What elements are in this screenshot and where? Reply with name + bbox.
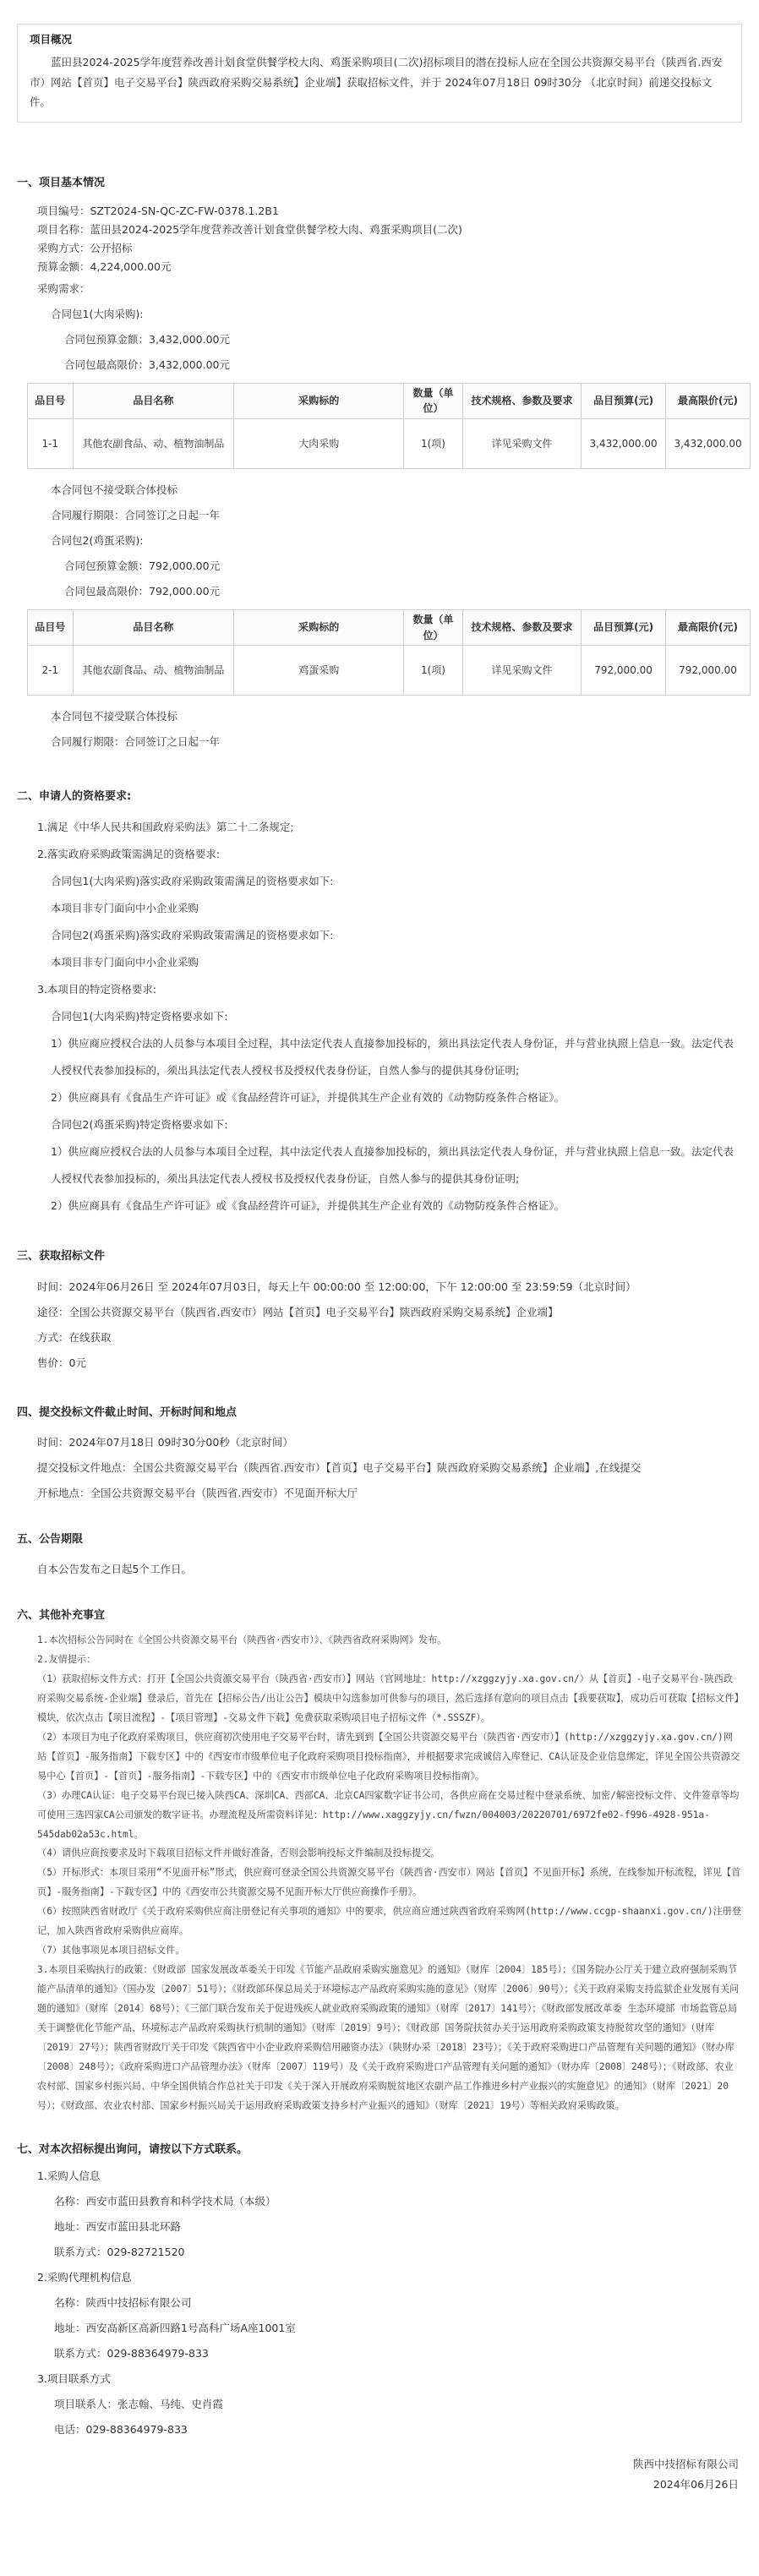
table-cell: 2-1 <box>28 646 74 696</box>
qualification-line: 1.满足《中华人民共和国政府采购法》第二十二条规定; <box>37 821 294 834</box>
obtain-price: 售价：0元 <box>37 1356 86 1369</box>
section-title: 五、公告期限 <box>17 1532 84 1546</box>
lot2-name: 合同包2(鸡蛋采购): <box>51 534 144 548</box>
section-title: 一、项目基本情况 <box>17 176 106 189</box>
table-cell: 详见采购文件 <box>462 419 581 469</box>
table-cell: 3,432,000.00 <box>582 419 666 469</box>
table-header: 技术规格、参数及要求 <box>462 383 581 418</box>
lot2-budget: 合同包预算金额：792,000.00元 <box>64 559 221 573</box>
lot1-table <box>27 383 751 469</box>
table-header: 品目预算(元) <box>582 383 666 418</box>
qualification-line: 1）供应商应授权合法的人员参与本项目全过程，其中法定代表人直接参加投标的，须出具法定代表人身份证，并与营业执照上信息一致。法定代表人授权代表参加投标的，须出具法定代表人授权书及授权代表身份证，自然人参与的提供其身份证明; <box>51 1145 734 1186</box>
table-cell: 1(项) <box>404 419 463 469</box>
table-header: 品目号 <box>28 383 74 418</box>
obtain-channel: 途径：全国公共资源交易平台（陕西省.西安市）网站【首页】电子交易平台】陕西政府采购交易系统】企业端】 <box>37 1305 559 1318</box>
project-overview-box <box>17 24 742 123</box>
table-row <box>28 646 751 696</box>
lot1-max-price: 合同包最高限价：3,432,000.00元 <box>64 357 230 371</box>
table-row <box>28 419 751 469</box>
table-header: 品目名称 <box>73 610 234 646</box>
agency-address: 地址：西安高新区高新四路1号高科广场A座1001室 <box>54 2321 296 2334</box>
agency-title: 2.采购代理机构信息 <box>37 2270 132 2284</box>
other-line: （2）本项目为电子化政府采购项目，供应商初次使用电子交易平台时，请先到到【全国公共资源交易平台（陕西省·西安市）】(http://xzggzyjy.xa.gov.cn/)网站【首页】-服务指南】下载专区】中的《西安市市级单位电子化政府采购项目投标指南》，并根据要求完成诚信入库登记、CA认证及企业信息绑定，详见全国公共资源交易中心【首页】-【首页】-服务指南】-下载专区】中的《西安市市级单位电子化政府采购项目投标指南》。 <box>37 1731 740 1782</box>
table-header: 技术规格、参数及要求 <box>462 610 581 646</box>
budget-amount: 预算金额：4,224,000.00元 <box>37 259 172 273</box>
notice-period-text: 自本公告发布之日起5个工作日。 <box>37 1562 192 1575</box>
procurement-needs-label: 采购需求： <box>37 281 90 295</box>
section-title: 七、对本次招标提出询问，请按以下方式联系。 <box>17 2142 248 2156</box>
table-cell: 详见采购文件 <box>462 646 581 696</box>
table-header: 数量（单位） <box>404 610 463 646</box>
qualification-line: 2）供应商具有《食品生产许可证》或《食品经营许可证》，并提供其生产企业有效的《动物防疫条件合格证》。 <box>51 1199 565 1213</box>
deadline-time: 时间：2024年07月18日 09时30分00秒（北京时间） <box>37 1435 293 1449</box>
table-header: 采购标的 <box>234 383 404 418</box>
qualification-line: 合同包1(大肉采购)特定资格要求如下: <box>51 1010 228 1023</box>
table-header: 数量（单位） <box>404 383 463 418</box>
other-line: （7）其他事项见本项目招标文件。 <box>37 1945 185 1957</box>
lot1-contract-period: 合同履行期限：合同签订之日起一年 <box>51 509 221 522</box>
lot1-budget: 合同包预算金额：3,432,000.00元 <box>64 332 230 346</box>
other-line: （3）办理CA认证：电子交易平台现已接入陕西CA、深圳CA、西部CA、北京CA四家数字证书公司，各供应商在交易过程中登录系统、加密/解密投标文件、文件签章等均可使用三选四家CA公司颁发的数字证书。办理流程及所需资料详见：http://www.xaggzyjy.cn/fwzn/004003/20220701/6972fe02-f996-4928-951a-545dab02a53c.html。 <box>37 1789 740 1840</box>
section-qualifications <box>17 789 742 1220</box>
buyer-name: 名称：西安市蓝田县教育和科学技术局（本级） <box>54 2194 276 2208</box>
table-cell: 其他农副食品、动、植物油制品 <box>73 646 234 696</box>
table-header: 品目号 <box>28 610 74 646</box>
lot2-table <box>27 609 751 696</box>
agency-name: 名称：陕西中技招标有限公司 <box>54 2295 192 2309</box>
section-title: 四、提交投标文件截止时间、开标时间和地点 <box>17 1405 238 1419</box>
table-header: 最高限价(元) <box>666 610 751 646</box>
obtain-time: 时间：2024年06月26日 至 2024年07月03日，每天上午 00:00:00 至 12:00:00，下午 12:00:00 至 23:59:59（北京时间） <box>37 1280 636 1293</box>
section-basic-info <box>17 175 742 756</box>
section-title: 六、其他补充事宜 <box>17 1608 106 1622</box>
qualification-line: 合同包2(鸡蛋采购)落实政府采购政策需满足的资格要求如下: <box>51 929 334 942</box>
signature-block <box>17 2454 742 2495</box>
announcement-page <box>0 24 759 2576</box>
section-title: 三、获取招标文件 <box>17 1250 106 1263</box>
contact-phone: 电话：029-88364979-833 <box>54 2422 188 2436</box>
qualification-line: 1）供应商应授权合法的人员参与本项目全过程，其中法定代表人直接参加投标的，须出具法定代表人身份证，并与营业执照上信息一致。法定代表人授权代表参加投标的，须出具法定代表人授权书及授权代表身份证，自然人参与的提供其身份证明; <box>51 1037 734 1078</box>
other-line: （5）开标形式：本项目采用“不见面开标”形式，供应商可登录全国公共资源交易平台（陕西省·西安市）网站【首页】不见面开标】系统，在线参加开标流程，详见【首页】-服务指南】-下载专区】中的《西安市公共资源交易不见面开标大厅供应商操作手册》。 <box>37 1867 741 1898</box>
table-header: 最高限价(元) <box>666 383 751 418</box>
table-cell: 其他农副食品、动、植物油制品 <box>73 419 234 469</box>
section-obtain-documents <box>17 1248 742 1375</box>
obtain-way: 方式：在线获取 <box>37 1330 112 1344</box>
table-header-row <box>28 383 751 418</box>
other-line: 2.友情提示： <box>37 1653 96 1665</box>
table-cell: 3,432,000.00 <box>666 419 751 469</box>
section-notice-period <box>17 1531 742 1582</box>
table-header-row <box>28 610 751 646</box>
qualification-line: 2）供应商具有《食品生产许可证》或《食品经营许可证》，并提供其生产企业有效的《动物防疫条件合格证》。 <box>51 1091 565 1105</box>
qualification-line: 本项目非专门面向中小企业采购 <box>51 902 199 915</box>
table-header: 品目名称 <box>73 383 234 418</box>
table-header: 采购标的 <box>234 610 404 646</box>
section-title: 二、申请人的资格要求: <box>17 790 132 804</box>
agency-phone: 联系方式：029-88364979-833 <box>54 2346 209 2360</box>
contact-people: 项目联系人：张志翰、马纯、史肖霞 <box>54 2397 224 2410</box>
signature-org: 陕西中技招标有限公司 <box>632 2457 739 2470</box>
table-cell: 1(项) <box>404 646 463 696</box>
lot2-consortium-note: 本合同包不接受联合体投标 <box>51 710 178 723</box>
qualification-line: 合同包1(大肉采购)落实政府采购政策需满足的资格要求如下: <box>51 875 334 888</box>
table-header: 品目预算(元) <box>582 610 666 646</box>
opening-place: 开标地点：全国公共资源交易平台（陕西省.西安市）不见面开标大厅 <box>37 1486 358 1499</box>
buyer-address: 地址：西安市蓝田县北环路 <box>54 2219 182 2233</box>
table-cell: 1-1 <box>28 419 74 469</box>
table-cell: 大肉采购 <box>234 419 404 469</box>
other-line: 3.本项目采购执行的政策：《财政部 国家发展改革委关于印发《节能产品政府采购实施意见》的通知》（财库〔2004〕185号）；《国务院办公厅关于建立政府强制采购节能产品清单的通知》（国办发〔2007〕51号）；《财政部环保总局关于环境标志产品政府采购实施的意见》（财库〔2006〕90号）；《关于政府采购支持监狱企业发展有关问题的通知》（财库〔2014〕68号）；《三部门联合发布关于促进残疾人就业政府采购政策的通知》（财库〔2017〕141号）；《财政部发展改革委 生态环境部 市场监管总局关于调整优化节能产品、环境标志产品政府采购执行机制的通知》（财库〔2019〕9号）；《财政部 国务院扶贫办关于运用政府采购政策支持脱贫攻坚的通知》（财库〔2019〕27号）；陕西省财政厅关于印发《陕西省中小企业政府采购信用融资办法》（陕财办采〔2018〕23号）；《关于政府采购进口产品管理有关问题的通知》（财办库〔2008〕248号）；《政府采购进口产品管理办法》（财库〔2007〕119号）及《关于政府采购进口产品管理有关问题的通知》（财办库〔2008〕248号）；《财政部、农业农村部、国家乡村振兴局、中华全国供销合作总社关于印发《关于深入开展政府采购脱贫地区农副产品工作推进乡村产业振兴的实施意见》的通知》（财库〔2021〕20号）；《财政部、农业农村部、国家乡村振兴局关于运用政府采购政策支持乡村产业振兴的通知》（财库〔2021〕19号）等相关政府采购政策。 <box>37 1964 740 2111</box>
signature-date: 2024年06月26日 <box>653 2477 739 2491</box>
buyer-phone: 联系方式：029-82721520 <box>54 2245 185 2258</box>
contact-title: 3.项目联系方式 <box>37 2371 111 2385</box>
project-name: 项目名称：蓝田县2024-2025学年度营养改善计划食堂供餐学校大肉、鸡蛋采购项目(二次) <box>37 222 462 236</box>
other-line: 1.本次招标公告同时在《全国公共资源交易平台（陕西省·西安市）》、《陕西省政府采购网》发布。 <box>37 1634 447 1645</box>
qualification-line: 本项目非专门面向中小企业采购 <box>51 956 199 969</box>
section-other-matters <box>17 1607 742 2116</box>
table-cell: 鸡蛋采购 <box>234 646 404 696</box>
overview-text: 蓝田县2024-2025学年度营养改善计划食堂供餐学校大肉、鸡蛋采购项目(二次)招标项目的潜在投标人应在全国公共资源交易平台（陕西省.西安市）网站【首页】电子交易平台】陕西政府采购交易系统】企业端】获取招标文件，并于 2024年07月18日 09时30分 （北京时间）前递交投标文件。 <box>30 56 723 108</box>
procurement-method: 采购方式：公开招标 <box>37 241 133 254</box>
section-contact <box>17 2142 742 2442</box>
table-cell: 792,000.00 <box>666 646 751 696</box>
lot1-name: 合同包1(大肉采购): <box>51 307 144 320</box>
buyer-title: 1.采购人信息 <box>37 2169 101 2182</box>
other-line: （6）按照陕西省财政厅《关于政府采购供应商注册登记有关事项的通知》中的要求，供应商应通过陕西省政府采购网(http://www.ccgp-shaanxi.gov.cn/)注册登记，加入陕西省政府采购供应商库。 <box>37 1906 742 1937</box>
lot1-consortium-note: 本合同包不接受联合体投标 <box>51 483 178 497</box>
qualification-line: 2.落实政府采购政策需满足的资格要求: <box>37 848 221 861</box>
qualification-line: 3.本项目的特定资格要求: <box>37 983 157 996</box>
table-cell: 792,000.00 <box>582 646 666 696</box>
qualification-line: 合同包2(鸡蛋采购)特定资格要求如下: <box>51 1118 228 1132</box>
other-line: （4）请供应商按要求及时下载项目招标文件并做好准备，否则会影响投标文件编制及投标提交。 <box>37 1847 440 1859</box>
lot2-contract-period: 合同履行期限：合同签订之日起一年 <box>51 735 221 749</box>
project-number: 项目编号：SZT2024-SN-QC-ZC-FW-0378.1.2B1 <box>37 204 279 217</box>
section-submission <box>17 1405 742 1506</box>
submit-place: 提交投标文件地点：全国公共资源交易平台（陕西省.西安市）【首页】电子交易平台】陕西政府采购交易系统】企业端】,在线提交 <box>37 1460 642 1474</box>
lot2-max-price: 合同包最高限价：792,000.00元 <box>64 585 221 598</box>
other-line: （1）获取招标文件方式：打开【全国公共资源交易平台（陕西省·西安市）】网站（官网地址：http://xzggzyjy.xa.gov.cn/）从【首页】-电子交易平台-陕西政府采购交易系统-企业端】登录后，首先在【招标公告/出让公告】模块中勾选参加可供参与的项目，然后选择有意向的项目点击【我要获取】，成功后可获取【招标文件】模块，依次点击【项目流程】-【项目管理】-交易文件下载】免费获取采购项目电子招标文件（*.SSSZF）。 <box>37 1673 740 1723</box>
overview-title: 项目概况 <box>30 33 73 46</box>
